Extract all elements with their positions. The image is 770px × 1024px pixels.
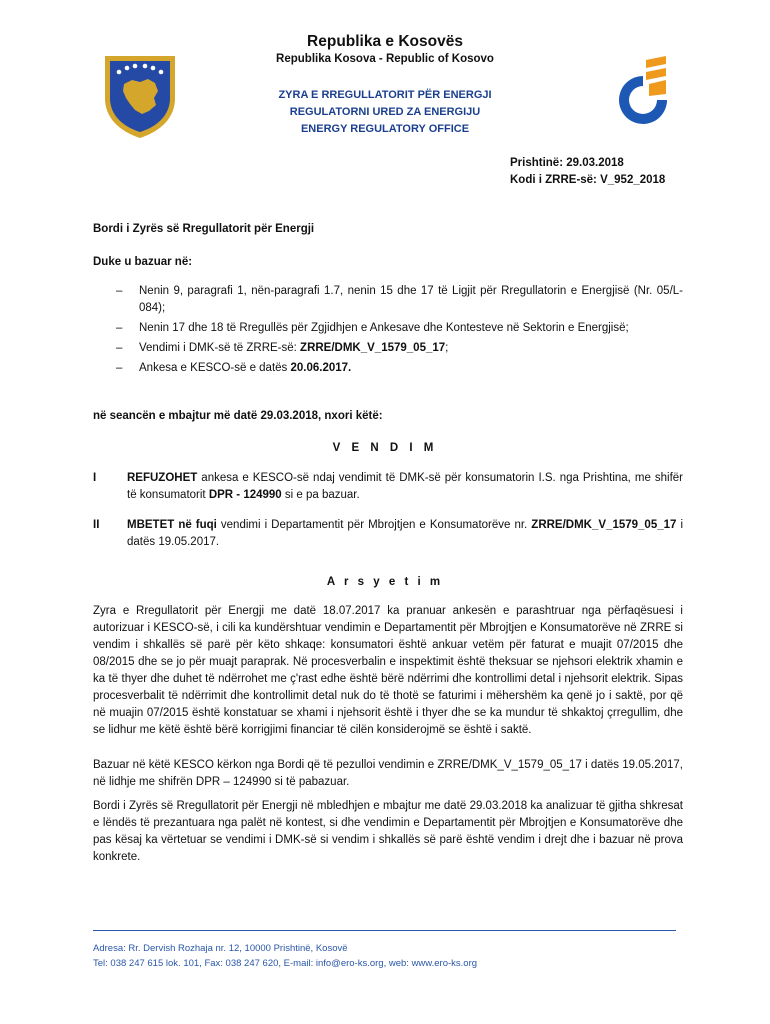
header-title: Republika e Kosovës (307, 33, 463, 50)
ero-logo-icon (616, 54, 670, 124)
session-statement: në seancën e mbajtur më datë 29.03.2018, nxori këtë: (93, 410, 383, 422)
office-name-albanian: ZYRA E RREGULLATORIT PËR ENERGJI (278, 89, 492, 101)
reasoning-paragraph: Bazuar në këtë KESCO kërkon nga Bordi që të pezulloi vendimin e ZRRE/DMK_V_1579_05_17 i datës 19.05.2017, në lidhje me shifrën DPR – 124990 si të pabazuar. (93, 759, 683, 788)
decision-item (93, 517, 683, 551)
reasoning-paragraph: Bordi i Zyrës së Rregullatorit për Energji në mbledhjen e mbajtur me datë 29.03.2018 ka analizuar të gjitha shkresat e lëndës të prezantuara nga palët në kontest, si dhe vendimin e Departamentit për Mbrojtjen e Konsumatorëve dhe pas kësaj ka vërtetuar se vendimi i DMK-së si vendim i shkallës së parë është vendim i drejt dhe i bazuar në prova konkrete. (93, 800, 683, 863)
list-item: – Nenin 17 dhe 18 të Rregullës për Zgjidhjen e Ankesave dhe Kontesteve në Sektorin e Energjisë; (116, 322, 629, 334)
footer-contact: Tel: 038 247 615 lok. 101, Fax: 038 247 620, E-mail: info@ero-ks.org, web: www.ero-ks.org (93, 958, 478, 969)
header-subtitle: Republika Kosova - Republic of Kosovo (276, 53, 494, 65)
footer-address: Adresa: Rr. Dervish Rozhaja nr. 12, 10000 Prishtinë, Kosovë (93, 943, 348, 954)
decision-item-number: I (93, 472, 97, 484)
reasoning-heading: A r s y e t i m (326, 576, 444, 588)
based-on-heading: Duke u bazuar në: (93, 256, 193, 268)
kosovo-coat-of-arms-icon (102, 52, 178, 140)
decision-heading: V E N D I M (332, 442, 438, 454)
board-title: Bordi i Zyrës së Rregullatorit për Energji (93, 223, 315, 235)
decision-item-text: REFUZOHET ankesa e KESCO-së ndaj vendimit të DMK-së për konsumatorin I.S. nga Prishtina, me shifër të konsumatorit DPR - 124990 si e pa bazuar. (127, 472, 683, 501)
decision-item (93, 470, 683, 504)
list-item: – Ankesa e KESCO-së e datës 20.06.2017. (116, 362, 352, 374)
list-item: – Nenin 9, paragrafi 1, nën-paragrafi 1.7, nenin 15 dhe 17 të Ligjit për Rregullatorin e Energjisë (Nr. 05/L-084); (116, 285, 683, 314)
document-code: Kodi i ZRRE-së: V_952_2018 (510, 174, 666, 186)
reasoning-paragraph: Zyra e Rregullatorit për Energji me datë 18.07.2017 ka pranuar ankesën e parashtruar nga përfaqësuesi i autorizuar i KESCO-së, i cili ka kundërshtuar vendimin e Departamentit për Mbrojtjen e Konsumatorëve në ZRRE si vendim i shkallës së parë për këto shkaqe: konsumatori është ankuar vetëm për faturat e muajit 07/2015 dhe 08/2015 dhe se jo për muajt paraprak. Në procesverbalin e inspektimit është theksuar se njehsori elektrik xhamin e ka të thyer dhe duhet të ndërrohet me ç'rast edhe është bërë ndërrimi dhe kontrollimi detal i njehsorit elektrik. Sipas procesverbalit të ndërrimit dhe kontrollimit detal nuk do të thotë se faturimi i mëhershëm ka qenë jo i saktë, por që në muajin 07/2015 është konstatuar se xhami i njehsorit është i thyer dhe se ka mundur të shkaktoj çrregullim, dhe se lidhur me këtë është bërë korrigjimi financiar të cilën konsiderojmë se është i saktë. (93, 605, 683, 736)
legal-basis-list (93, 283, 683, 380)
office-name-english: ENERGY REGULATORY OFFICE (300, 123, 470, 135)
decision-item-number: II (93, 519, 100, 531)
list-item: – Vendimi i DMK-së të ZRRE-së: ZRRE/DMK_V_1579_05_17; (116, 342, 449, 354)
decision-item-text: MBETET në fuqi vendimi i Departamentit për Mbrojtjen e Konsumatorëve nr. ZRRE/DMK_V_1579_05_17 i datës 19.05.2017. (127, 519, 684, 548)
office-name-serbian: REGULATORNI URED ZA ENERGIJU (289, 106, 481, 118)
document-date: Prishtinë: 29.03.2018 (510, 157, 624, 169)
footer-divider (93, 930, 676, 931)
